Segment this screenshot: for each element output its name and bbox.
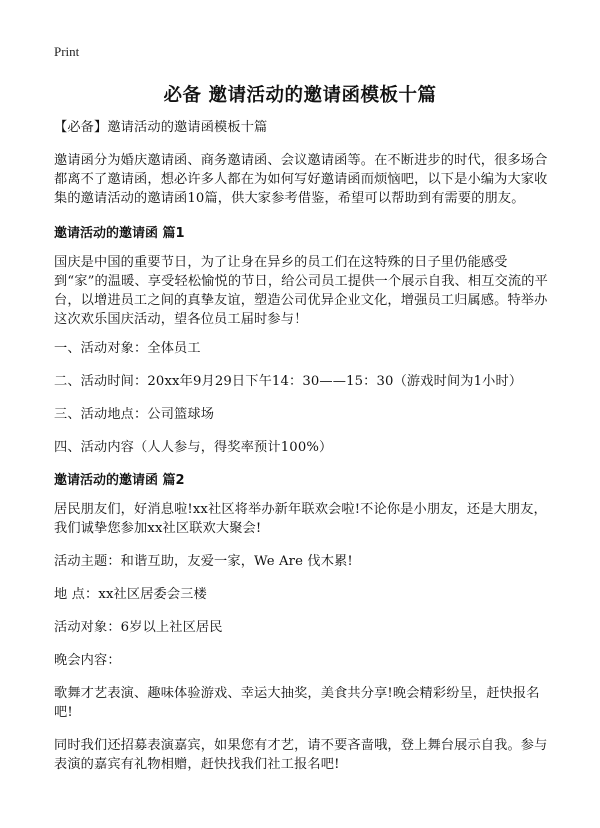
section2-audience: 活动对象：6岁以上社区居民 (54, 620, 223, 635)
section2-theme: 活动主题：和谐互助，友爱一家，We Are 伐木累! (54, 554, 353, 569)
section2-program: 歌舞才艺表演、趣味体验游戏、幸运大抽奖，美食共分享!晚会精彩纷呈，赶快报名吧! (54, 686, 540, 720)
section1-item-target: 一、活动对象：全体员工 (54, 341, 201, 356)
section2-heading: 邀请活动的邀请函 篇2 (54, 473, 185, 488)
intro-paragraph: 邀请函分为婚庆邀请函、商务邀请函、会议邀请函等。在不断进步的时代，很多场合都离不了邀请函，想必许多人都在为如何写好邀请函而烦恼吧，以下是小编为大家收集的邀请活动的邀请函10篇，供大家参考借鉴，希望可以帮助到有需要的朋友。 (54, 153, 548, 206)
section2-location: 地 点：xx社区居委会三楼 (54, 587, 207, 602)
section2-body: 居民朋友们，好消息啦!xx社区将举办新年联欢会啦!不论你是小朋友，还是大朋友，我们诚挚您参加xx社区联欢大聚会! (54, 502, 547, 536)
section1-body: 国庆是中国的重要节日，为了让身在异乡的员工们在这特殊的日子里仍能感受到“家”的温暖、享受轻松愉悦的节日，给公司员工提供一个展示自我、相互交流的平台，以增进员工之间的真挚友谊，塑造公司优异企业文化，增强员工归属感。特举办这次欢乐国庆活动，望各位员工届时参与！ (54, 255, 548, 327)
section2-recruit: 同时我们还招募表演嘉宾，如果您有才艺，请不要吝啬哦，登上舞台展示自我。参与表演的嘉宾有礼物相赠，赶快找我们社工报名吧! (54, 738, 548, 772)
section1-item-time: 二、活动时间：20xx年9月29日下午14：30——15：30（游戏时间为1小时） (54, 374, 523, 389)
print-label[interactable]: Print (54, 44, 80, 59)
section1-heading: 邀请活动的邀请函 篇1 (54, 226, 185, 241)
subtitle: 【必备】邀请活动的邀请函模板十篇 (54, 120, 268, 135)
section1-item-place: 三、活动地点：公司篮球场 (54, 407, 215, 422)
section1-item-content: 四、活动内容（人人参与，得奖率预计100%） (54, 440, 333, 455)
document-body (54, 118, 554, 774)
section2-program-label: 晚会内容： (54, 653, 121, 668)
page-title: 必备 邀请活动的邀请函模板十篇 (163, 85, 437, 106)
